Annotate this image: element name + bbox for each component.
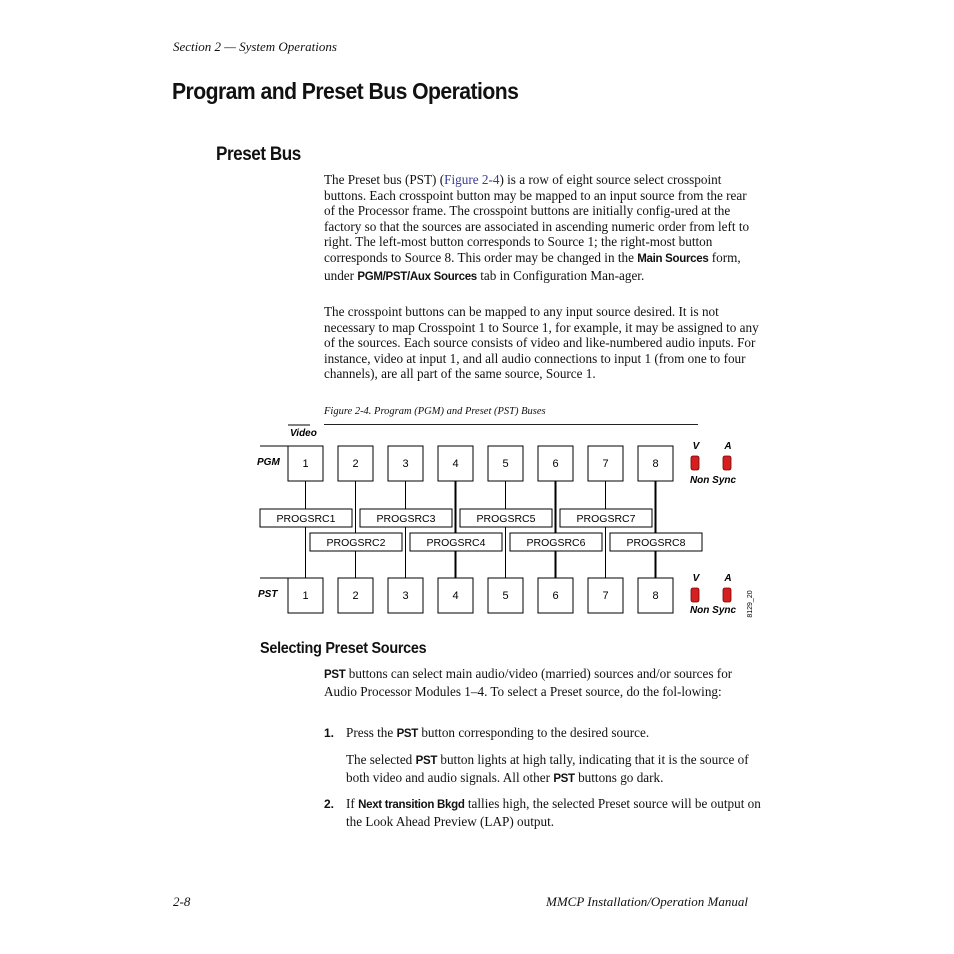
section-heading: Preset Bus [216,144,301,165]
video-tally [691,456,699,470]
selecting-intro: PST buttons can select main audio/video (married) sources and/or sources for Audio Processor Modules 1–4. To select a Preset source, do the fol-lowing: [324,666,733,699]
button-number: 2 [352,590,359,602]
non-sync-label: Non Sync [689,475,737,486]
button-number: 6 [552,458,559,470]
non-sync-label: Non Sync [689,605,737,616]
audio-tally [723,588,731,602]
button-number: 1 [302,590,309,602]
pst-keyword: PST [553,772,575,785]
button-number: 7 [602,458,609,470]
a-label: A [724,573,732,584]
button-number: 7 [602,590,609,602]
audio-tally [723,456,731,470]
button-number: 8 [652,590,659,602]
v-label: V [692,573,700,584]
step-2-number: 2. [324,797,335,811]
button-number: 6 [552,590,559,602]
source-label: PROGSRC8 [626,537,686,549]
v-label: V [692,441,700,452]
source-label: PROGSRC5 [476,513,536,525]
pgm-pst-aux-keyword: PGM/PST/Aux Sources [357,270,477,283]
source-label: PROGSRC2 [326,537,386,549]
step-1-text: Press the PST button corresponding to the desired source. [346,725,650,740]
a-label: A [724,441,732,452]
main-sources-keyword: Main Sources [637,252,709,265]
pst-label: PST [258,589,278,600]
source-label: PROGSRC3 [376,513,436,525]
button-number: 4 [452,590,459,602]
pst-keyword: PST [396,728,419,740]
button-number: 8 [652,458,659,470]
figure-caption: Figure 2-4. Program (PGM) and Preset (PST) Buses [324,406,546,417]
video-tally [691,588,699,602]
step-1-number: 1. [324,726,335,740]
pst-keyword: PST [324,669,346,681]
button-number: 5 [502,590,509,602]
step-2-text: If Next transition Bkgd tallies high, the selected Preset source will be output on the Look Ahead Preview (LAP) output. [346,796,761,829]
button-number: 2 [352,458,359,470]
pgm-label: PGM [257,457,280,468]
source-label: PROGSRC4 [426,537,486,549]
button-number: 3 [402,590,409,602]
step-1-detail: The selected PST button lights at high tally, indicating that it is the source of both video and audio signals. All other PST buttons go dark. [346,752,749,785]
figure-id: 8129_20 [747,590,754,618]
video-label: Video [290,428,317,439]
source-label: PROGSRC1 [276,513,336,525]
manual-title: MMCP Installation/Operation Manual [546,894,748,909]
button-number: 1 [302,458,309,470]
button-number: 5 [502,458,509,470]
page-number: 2-8 [173,894,191,909]
figure-link[interactable]: Figure 2-4 [444,172,500,187]
subsection-heading: Selecting Preset Sources [260,640,427,657]
button-number: 4 [452,458,459,470]
button-number: 3 [402,458,409,470]
source-label: PROGSRC6 [526,537,586,549]
preset-bus-paragraph-2: The crosspoint buttons can be mapped to any input source desired. It is not necessary to map Crosspoint 1 to Source 1, for example, it may be assigned to any of the sources. Each source consists of video and like-numbered audio inputs. For instance, video at input 1, and all audio connections to input 1 (from one to four channels), are all part of the same source, Source 1. [324,304,759,382]
running-head: Section 2 — System Operations [173,39,337,54]
source-label: PROGSRC7 [576,513,636,525]
next-transition-keyword: Next transition Bkgd [358,799,465,811]
preset-bus-paragraph-1: The Preset bus (PST) (Figure 2-4) is a row of eight source select crosspoint buttons. Each crosspoint button may be mapped to an input source from the rear of the Processor frame. The crosspoint buttons are initially config-ured at the factory so that the sources are associated in ascending numeric order from left to right. The left-most button corresponds to Source 1; the right-most button corresponds to Source 8. This order may be changed in the Main Sources form, under PGM/PST/Aux Sources tab in Configuration Man-ager. [324,172,750,283]
pst-keyword: PST [415,755,438,767]
page-title: Program and Preset Bus Operations [172,78,519,104]
